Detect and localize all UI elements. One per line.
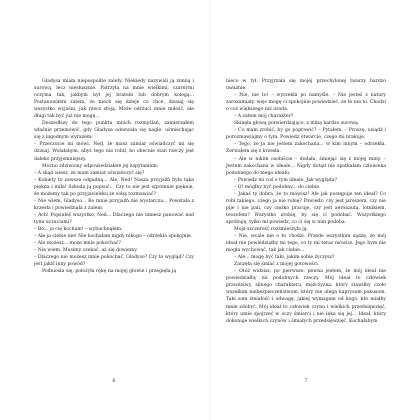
page-number-left: 6 [112,378,116,384]
paragraph: – A skąd wiesz, że mam zamiar oświadczyć się? [34,170,145,176]
paragraph: Mocno zdziwiony odpowiedziałem jej zapytaniem: [42,163,159,169]
paragraph: nieco w tył. Przyjrzała się mojej przechylonej twarzy bardzo uważnie. [226,79,386,92]
paragraph: Gladysa miała niepospolite zalety. Niekiedy nazywali ją zimną i surową, lecz niesłusznie. Patrzyła na mnie wielkimi, czarnymi oczyma tak, jakbym był jej bratem lub dobrym kolegą... Postanowiłem zatem, że niech się dzieje co chce, dzisiaj się wszystko wyjaśni, jak rzecz stoją. Może odrzuci mnie miłość, ale długi tak być już nie mogę... [34,79,194,120]
paragraph: – Jakaś ty dobra, że to mówisz! Ale jak postępuje ten ideał? Co robi takiego, czego ja nie robię? Powiedz: czy jest jaroszem, czy nie pije i nie pali, czy ciężko pracuje, czy jest aeronautą, lotnikiem, teozofem? Wszystko zrobię, by się ci podobać. Wszystkiego spróbuję, tylko mi powiedz, co ci się w nim podoba. [226,191,386,225]
paragraph: – Ale ja ciebie nie! Nie kochałam nigdy nikogo – odrzekła spokojnie. [34,234,193,240]
paragraph: – Nie, wcale nie o to chodzi. Przede wszystkim sądzę, że mój ideał nie powiedziałby mi tego, co ty mi teraz mówisz. Jego bym nie mogła wychować, tak jak ciebie... [226,234,386,254]
left-page [34,78,194,378]
paragraph: – Nie, nie to! – wyrzekła po namyśle. – Nie jesteś z natury zarozumiały, więc mogę ci spokojnie powiedzieć, że to nie to. Chodzi o coś większego niż uroda. [226,93,386,113]
paragraph: – Powiedz mi coś o tym ideale. Jak wygląda? [234,177,337,183]
paragraph: – Nie wiem. Musimy czekać, aż się dowiemy. [34,248,138,254]
paragraph: – Ale... mogę być taki, jakim sobie życzysz? [234,255,335,261]
paragraph: Podniosła się, położyła rękę na mojej głowie i przegięła ją [42,269,177,275]
paragraph: – Otóż widzisz, po pierwsze: pewna jestem, że mój ideał nie powiedziałby mi podobnych rzeczy. Mój ideał to człowiek prawdziwy, silnego charakteru, mężczyzna, który stawiłby czoło wszelkim niebezpieczeństwom, który nie ulega kaprysom pokusom. Taki sam śmiałość i odwagę, jakiej wymagam od kogo, kto miałby mnie zdobyć. Mój ideał to człowiek czynu i wielkich przedsięwzięć, który umie spojrzeć w oczy śmierci i nie lęka się jej... Ideał, który dokonuje wielkich czynów i śmiałych przedsięwzięć. Kochałabym [226,269,386,324]
paragraph: Moja szczerość rozśmieszyła ją. [234,226,308,232]
page-number-right: 7 [304,378,308,384]
paragraph: Doszedłszy do tego punktu mnich rozmyślań, zamierzałem właśnie przemówić, gdy Gladysa odezwała się nagle, uśmiechając się z łagodnym wyrazem: [34,121,194,141]
paragraph: – Bo... ja cię kocham! – wybuchnąłem. [34,226,123,232]
paragraph: – Ach! Popsułeś wszystko, Ned... Dlaczego nie umiesz panować nad tymi uczuciami? [34,212,194,225]
paragraph: – Przeczucie mi mówi, Ned, że masz zamiar oświadczyć mi się dzisiaj. Wolałabym, abyś tego nie robił, bo obecnie stan rzeczy jest daleko przyjemniejszy. [34,142,194,162]
gutter-shadow [209,0,211,420]
paragraph: Zaczęła się śmiać z mojej gotowości. [234,262,320,268]
paragraph: – O! mógłby być podobny... do ciebie. [234,184,321,190]
right-page [226,78,386,378]
paragraph: – Co mam zrobić, by go poprawić? – Pytałem. – Proszę, usiądź i porozmawiajmy o tym. Powiedz otwarcie, czego mi brakuje. [226,128,386,141]
paragraph: – Ale w nikim osobiście – dodała, śmiejąc się z mojej miny. – Jestem zakochana w ideale... Nigdy dotąd nie spotkałam człowieka podobnego do mego ideału. [226,156,386,176]
paragraph: – Nie wiem, Gladyso... Bo mnie przyjaźń nie wystarcza... Powstała z krzesła i powiedziała z żalem: [34,198,194,211]
paragraph: – Ale możesz... może mnie pokochać? [34,241,121,247]
paragraph: – Tego, że ja nie jestem zakochana... w kim innym – odrzekła. Zerwałem się z krzesła. [226,142,386,155]
paragraph: – Dlaczego nie możesz mnie pokochać, Gladyso? Czy to wygląd? Czy jest jakiś inny powód? [34,255,194,268]
paragraph: – Kobiety to zawsze odgadną... Ale, Ned! Nasza przyjaźń była taka piękna i miła! Szkoda ją popsuć... Czy to nie jest ogromnie pięknie, że możemy tak po przyjacielsku ze sobą rozmawiać? [34,177,194,197]
paragraph: – A zatem mój charakter? [234,114,294,120]
paragraph: Skinęła głową potwierdzająco, z miną bardzo surową. [234,121,360,127]
